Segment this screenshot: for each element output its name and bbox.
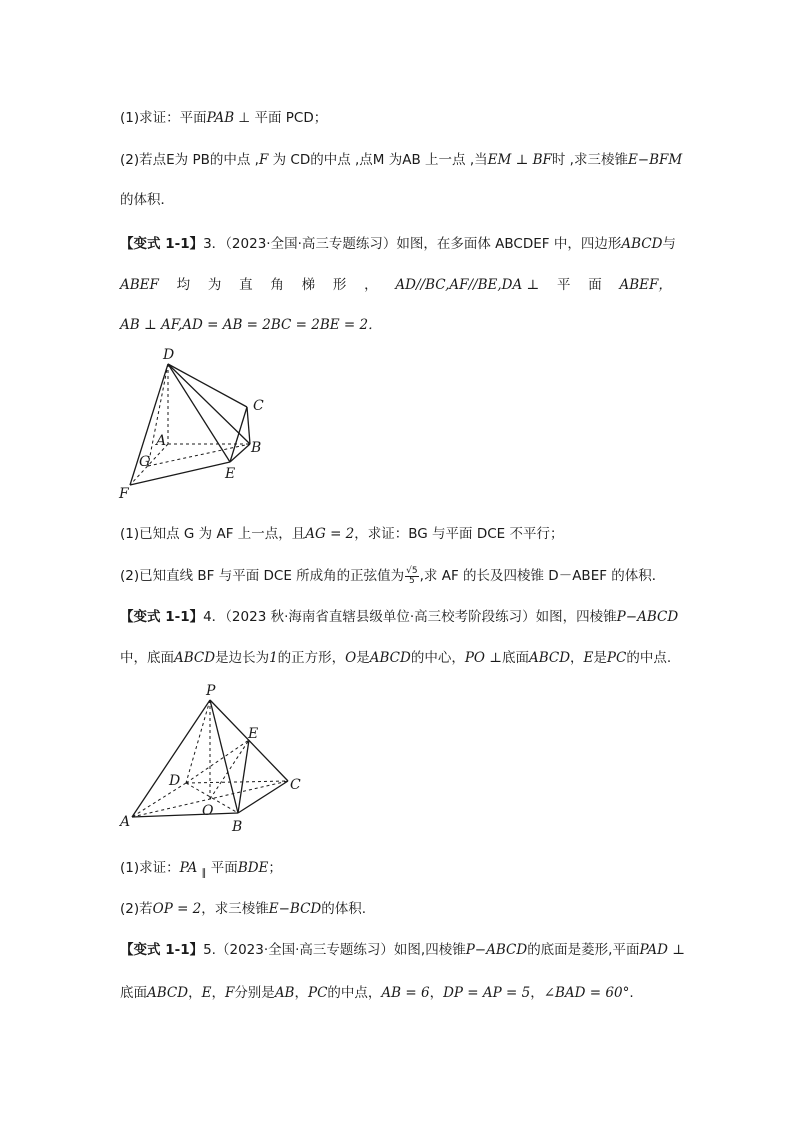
label-O: O bbox=[202, 803, 214, 819]
segment-DG bbox=[148, 364, 168, 466]
polyhedron-figure bbox=[112, 342, 282, 507]
label-A: A bbox=[120, 814, 131, 830]
edge-PA bbox=[132, 700, 210, 817]
problem-4-question-2: (2)若OP = 2，求三棱锥E−BCD的体积. bbox=[120, 901, 367, 917]
label-P: P bbox=[206, 683, 216, 699]
problem-4-line-2: 中，底面ABCD是边长为1的正方形，O是ABCD的中心，PO ⊥底面ABCD，E是PC的中点. bbox=[120, 650, 672, 666]
label-E: E bbox=[225, 466, 236, 482]
label-A: A bbox=[156, 433, 167, 449]
problem-5-heading: 【变式 1-1】5.（2023·全国·高三专题练习）如图,四棱锥P−ABCD的底面是菱形,平面PAD ⊥ bbox=[120, 942, 685, 958]
label-G: G bbox=[139, 454, 151, 470]
edge-DC bbox=[168, 364, 247, 407]
edge-DE bbox=[168, 364, 230, 462]
problem-3-heading: 【变式 1-1】3．（2023·全国·高三专题练习）如图，在多面体 ABCDEF 中，四边形ABCD与 bbox=[120, 236, 676, 252]
label-B: B bbox=[232, 819, 243, 835]
label-D: D bbox=[169, 773, 181, 789]
edge-AB bbox=[132, 813, 238, 817]
fraction: $\frac{√5}{5}$ bbox=[406, 565, 418, 586]
question-1: (1)求证：平面PAB ⊥ 平面 PCD； bbox=[120, 110, 328, 126]
label-C: C bbox=[290, 777, 301, 793]
pyramid-figure bbox=[112, 680, 307, 840]
problem-3-line-2: ABEF 均 为 直 角 梯 形 ， AD//BC,AF//BE,DA ⊥ 平 面 ABEF， bbox=[120, 277, 672, 293]
problem-3-line-3: AB ⊥ AF,AD = AB = 2BC = 2BE = 2． bbox=[120, 317, 382, 333]
problem-3-question-2: (2)已知直线 BF 与平面 DCE 所成角的正弦值为 $\frac{√5}{5}$ ,求 AF 的长及四棱锥 D－ABEF 的体积． bbox=[120, 565, 666, 586]
edge-PB bbox=[210, 700, 238, 813]
problem-4-question-1: (1)求证：PA $_\parallel$ 平面BDE； bbox=[120, 860, 282, 879]
label-F: F bbox=[119, 486, 129, 502]
edge-DC bbox=[186, 781, 288, 783]
question-2-end: 的体积． bbox=[120, 192, 174, 208]
label-B: B bbox=[251, 440, 262, 456]
segment-BE bbox=[238, 740, 249, 813]
segment-OE bbox=[210, 740, 249, 799]
segment-DE bbox=[186, 740, 249, 783]
label-E: E bbox=[248, 726, 259, 742]
edge-CB bbox=[247, 407, 250, 444]
problem-3-question-1: (1)已知点 G 为 AF 上一点，且AG = 2，求证：BG 与平面 DCE 不平行； bbox=[120, 526, 564, 542]
problem-4-heading: 【变式 1-1】4．（2023 秋·海南省直辖县级单位·高三校考阶段练习）如图，四棱锥P−ABCD bbox=[120, 609, 679, 625]
edge-PD bbox=[186, 700, 210, 783]
question-2: (2)若点E为 PB的中点 ,F 为 CD的中点 ,点M 为AB 上一点 ,当EM ⊥ BF时 ,求三棱锥E−BFM bbox=[120, 152, 683, 168]
edge-BC bbox=[238, 781, 288, 813]
problem-5-line-2: 底面ABCD，E，F分别是AB，PC的中点，AB = 6，DP = AP = 5，∠BAD = 60°. bbox=[120, 985, 634, 1001]
edge-DB bbox=[168, 364, 250, 444]
label-D: D bbox=[163, 347, 175, 363]
label-C: C bbox=[253, 398, 264, 414]
